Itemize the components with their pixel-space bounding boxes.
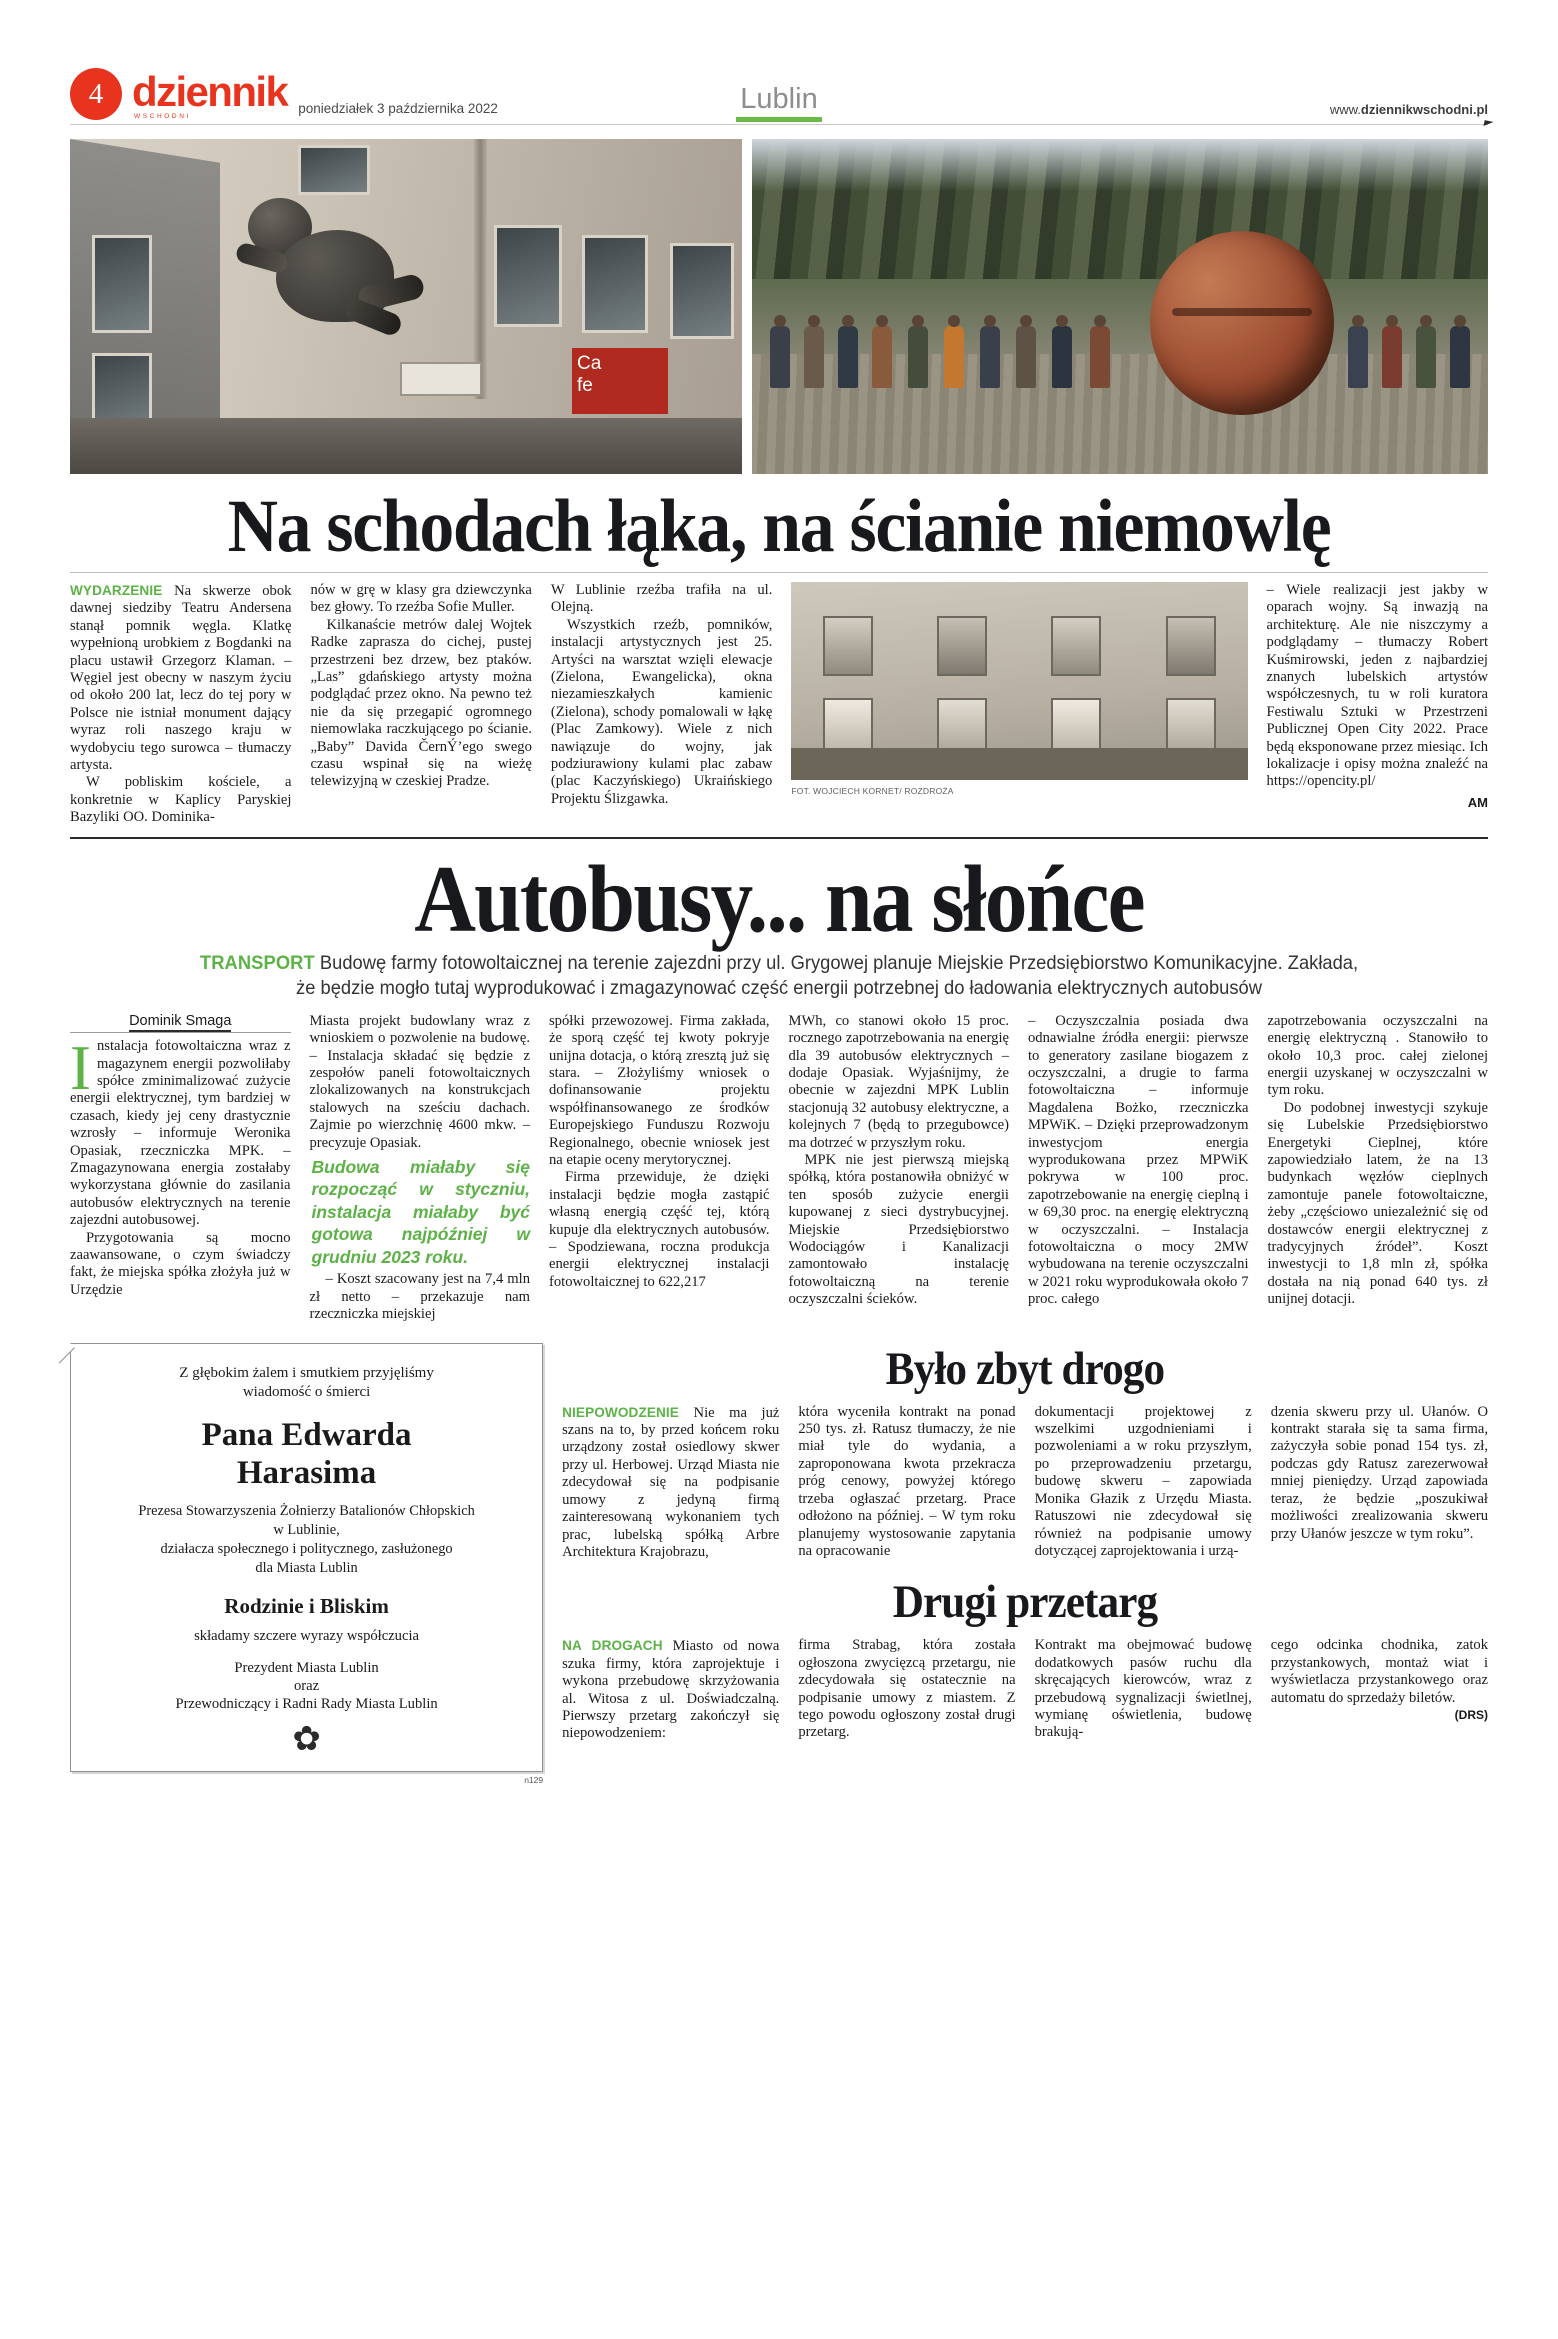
article2-author: Dominik Smaga [129,1013,231,1032]
quote-mark-icon: ” [307,1140,341,1215]
obituary-family: Rodzinie i Bliskim [224,1593,389,1618]
photo-sphere-crowd [752,139,1488,474]
baby-sculpture-figure [240,194,430,379]
logo-wordmark: dziennik [132,68,288,115]
mouse-cursor-icon [1483,120,1493,128]
photo-credit: FOT. WOJCIECH KORNET/ ROZDROŻA [791,786,954,796]
article1-col4-text: – Wiele realizacji jest jakby w oparach wojny. Są inwazją na architekturę. Ale nie niszczymy a podglądamy – tłumaczy Robert Kuśmirowski, jeden z najbardziej znanych lubelskich artystów współczesnych, tu w roli kuratora Festiwalu Sztuki w Przestrzeni Publicznej Open City 2022. Prace będą eksponowane przez miesiąc. Ich lokalizacje i opisy można znaleźć na https://opencity.pl/ [1266,582,1488,790]
article3-kicker: NIEPOWODZENIE [562,1404,679,1420]
article3-col-4 [1271,1404,1488,1562]
cafe-sign: Ca fe [572,348,668,414]
article1-col-1 [70,582,291,827]
obituary-wrapper [70,1333,543,1785]
page-number-badge [70,68,122,120]
newspaper-logo[interactable] [132,68,288,120]
newspaper-page [0,58,1558,2339]
article1-col3a-text: W Lublinie rzeźba trafiła na ul. Olejną. [550,582,773,616]
page-number-text: 4 [88,77,104,110]
article3-headline: Było zbyt drogo [885,1342,1165,1395]
article2-pullquote-text: Budowa miałaby się rozpocząć w styczniu, instalacja miałaby być gotowa najpóźniej w grudniu 2023 roku. [311,1156,530,1267]
article2-col6b-text: Do podobnej inwestycji szykuje się Lubelskie Przedsiębiorstwo Energetyki Cieplnej, które zapowiedziało latem, że na 13 budynkach węzłów cieplnych zamontuje panele fotowoltaiczne, żeby „częściowo uniezależnić się od dostawców energii elektrycznej z tradycyjnych źródeł”. Koszt inwestycji to 1,8 mln zł, spółka dostała na nią ponad 640 tys. zł unijnej dotacji. [1267,1099,1488,1308]
article2-col1b-text: Przygotowania są mocno zaawansowane, o czym świadczy fakt, że miejska spółka złożyła już w Urzędzie [70,1229,291,1298]
article2-col3b-text: Firma przewiduje, że dzięki instalacji będzie mogła zastąpić własną energią część tej, którą kupuje dla elektrycznych autobusów. – Spodziewana, roczna produkcja energii elektrycznej instalacji fotowoltaicznej to 622,217 [549,1169,770,1290]
article4-col-1 [562,1637,779,1742]
article1-headline: Na schodach łąka, na ścianie niemowlę [227,485,1331,568]
bottom-section [70,1333,1488,1785]
article2-kicker: TRANSPORT [199,951,315,974]
article1-col2a-text: nów w grę w klasy gra dziewczynka bez głowy. To rzeźba Sofie Muller. [310,582,532,616]
article2-lead-text: Budowę farmy fotowoltaicznej na terenie zajezdni przy ul. Grygowej planuje Miejskie Przedsiębiorstwo Komunikacyjne. Zakłada, że będzie mogło tutaj wyprodukować i zmagazynować część energii potrzebnej do ładowania elektrycznych autobusów [296,951,1359,999]
obituary-sign-1: Prezydent Miasta Lublin [234,1659,379,1676]
section-title-block [736,84,822,122]
article4-col3-text: Kontrakt ma obejmować budowę dodatkowych pasów ruchu dla skręcających kierowców, wraz z przebudową sygnalizacji świetlnej, wymianę oświetlenia, budowę brakują- [1034,1637,1252,1741]
logo-subtitle: WSCHODNI [134,113,191,120]
article1-col2b-text: Kilkanaście metrów dalej Wojtek Radke zaprasza do cichej, pustej przestrzeni bez drzew, bez ptaków. „Las” gdańskiego artysty można podglądać przez okno. Na pewno też nie da się przegapić ogromnego niemowlaka raczkującego po ścianie. „Baby” Davida ČernÝ’ego swego czasu wspinał się na wieżę telewizyjną w czeskiej Pradze. [310,616,532,790]
obituary-intro-2: wiadomość o śmierci [242,1383,371,1400]
article4-col1-text: Miasto od nowa szuka firmy, która zaprojektuje i wykona przebudowę skrzyżowania al. Witosa z ul. Doświadczalną. Pierwszy przetarg zakończył się niepowodzeniem: [562,1638,780,1742]
obituary-name-2: Harasima [236,1454,377,1491]
article2-col-2 [307,1012,531,1324]
obituary-role-4: dla Miasta Lublin [255,1559,358,1576]
article3-col1-text: Nie ma już szans na to, by przed końcem roku urządzony został osiedlowy skwer przy ul. Herbowej. Urząd Miasta nie zdecydował się na podpisanie umowy z jedyną firmą zainteresowaną wykonaniem tych prac, lubelską spółką Arbre Architektura Krajobrazu, [562,1404,780,1560]
article2-col-6 [1268,1013,1489,1324]
article1-col-2 [310,582,531,827]
article2-col2b-text: – Koszt szacowany jest na 7,4 mln zł netto – przekazuje nam rzeczniczka miejskiej [309,1271,530,1323]
article3-col2-text: która wyceniła kontrakt na ponad 250 tys. zł. Ratusz tłumaczy, że nie miał tyle do wydania, a zaproponowana kwota przekracza próg cenowy, powyżej którego trzeba ogłaszać przetarg. Prace odłożono na później. – W tym roku planujemy wystosowanie zapytania na opracowanie [798,1403,1016,1559]
obituary-role-2: w Lublinie, [273,1521,340,1538]
article3-columns [562,1404,1488,1562]
article2-col-4 [789,1013,1010,1324]
issue-date: poniedziałek 3 października 2022 [298,101,498,116]
article2-lead [193,951,1364,1001]
article4-columns [562,1637,1488,1742]
obituary-sign-2: oraz [294,1677,320,1694]
article4-kicker: NA DROGACH [562,1638,663,1654]
article1-rule [70,572,1488,573]
article2-col4b-text: MPK nie jest pierwszą miejską spółką, która postanowiła obniżyć w ten sposób zużycie energii kupowanej z sieci dystrybucyjnej. Miejskie Przedsiębiorstwo Wodociągów i Kanalizacji zamontowało instalację fotowoltaiczną na terenie oczyszczalni ścieków. [788,1151,1009,1308]
article2-col3a-text: spółki przewozowej. Firma zakłada, że sporą część tej kwoty pokryje unijna dotacja, o którą zresztą już się stara. – Złożyliśmy wniosek o dofinansowanie projektu współfinansowanego ze środków Europejskiego Funduszu Rozwoju Regionalnego, obecnie wniosek jest na etapie oceny merytorycznej. [549,1012,770,1168]
obituary-name [93,1416,520,1492]
website-domain: dziennikwschodni.pl [1360,102,1488,117]
website-url[interactable] [1330,102,1488,117]
section-underline [736,117,822,122]
article4-col2-text: firma Strabag, która została ogłoszona zwycięzcą przetargu, nie zdecydowała się ostatecznie na podpisanie umowy z miastem. Z tego powodu ogłoszony został drugi przetarg. [798,1637,1016,1741]
article3-col-1 [562,1404,779,1562]
article4-col4-text: cego odcinka chodnika, zatok przystankowych, montaż wiat i wyświetlacza przystankowego oraz automatu do sprzedaży biletów. [1270,1637,1488,1706]
bottom-right-stack [562,1333,1488,1743]
article4-col-4 [1271,1637,1488,1742]
obituary-signers [93,1659,520,1713]
article2-col-5 [1028,1013,1249,1324]
article2-col4a-text: MWh, co stanowi około 15 proc. rocznego zapotrzebowania na energię dla 39 autobusów elektrycznych – dodaje Opasiak. Wyjaśnijmy, że obecnie w zajezdni MPK Lublin stacjonują 32 autobusy elektryczne, a kolejnych 7 (będą to przegubowce) ma dotrzeć w przyszłym roku. [788,1012,1009,1151]
photo-window-portraits [791,582,1247,780]
obituary-sign-3: Przewodniczący i Radni Rady Miasta Lublin [175,1695,438,1712]
article2-col1a-text: nstalacja fotowoltaiczna wraz z magazynem energii pozwoliłaby spółce zminimalizować zużycie energii elektrycznej, tym bardziej w czasach, kiedy jej ceny drastycznie wzrosły – informuje Weronika Opasiak, rzeczniczka MPK. – Zmagazynowana energia zostałaby wykorzystana głównie do zasilania autobusów elektrycznych na terenie zajezdni autobusowej. [70,1038,291,1229]
article3-col-2 [798,1404,1015,1562]
obituary-code: n129 [524,1774,544,1785]
article2-col-1 [70,1013,291,1324]
top-photo-row [70,139,1488,474]
header-divider [70,124,1488,125]
article1-col3b-text: Wszystkich rzeźb, pomników, instalacji artystycznych jest 25. Artyści na warsztat wzięli elewacje (Zielona, Ewangelicka), okna niezamieszkałych kamienic (Zielona), schody pomalowali w łąkę (Plac Zamkowy). Wiele z nich nawiązuje do wojny, jak podziurawiony kulami plac zabaw (plac Kaczyńskiego) Ukraińskiego Projektu Ślizgawka. [550,616,773,807]
article2-headline: Autobusy... na słońce [414,845,1144,952]
obituary-name-1: Pana Edwarda [201,1416,412,1453]
article2-col2a-text: Miasta projekt budowlany wraz z wnioskiem o pozwolenie na budowę. – Instalacja składać się będzie z zespołów paneli fotowoltaicznych zlokalizowanych na konstrukcjach stalowych na sześciu dachach. Zajmie po wierzchnię 4600 mkw. – precyzuje Opasiak. [309,1012,530,1151]
article1-col-4 [1267,582,1488,827]
section-title: Lublin [740,83,818,115]
obituary-intro-1: Z głębokim żalem i smutkiem przyjęliśmy [179,1364,434,1381]
article3-col4-text: dzenia skweru przy ul. Ułanów. O kontrakt starała się ta sama firma, zażyczyła sobie ponad 154 tys. zł, podczas gdy Ratusz zarezerwował mniej pieniędzy. Urząd zapowiada teraz, że będzie „poszukiwał możliwości zrealizowania skweru przy Ułanów jeszcze w tym roku”. [1270,1403,1488,1542]
obituary-role-1: Prezesa Stowarzyszenia Żołnierzy Batalionów Chłopskich [138,1502,475,1519]
article4-headline: Drugi przetarg [892,1576,1158,1629]
article2-top-rule [70,837,1488,839]
article4-col-2 [798,1637,1015,1742]
obituary-condolences: składamy szczere wyrazy współczucia [194,1627,419,1644]
article1-col-3 [551,582,772,827]
article3-col3-text: dokumentacji projektowej z wszelkimi uzgodnieniami i pozwoleniami a w roku przyszłym, po przeprowadzeniu przetargu, budowę skweru – zapowiada Monika Głazik z Urzędu Miasta. Ratuszowi nie zdecydował się również na podpisanie umowy dotyczącej zaprojektowania i urzą- [1034,1403,1252,1559]
website-prefix: www. [1329,102,1361,117]
article1-kicker: WYDARZENIE [70,583,163,598]
article1-columns [70,582,1488,827]
article2-pullquote [307,1140,531,1269]
article2-dropcap: I [70,1033,91,1104]
article2-byline [70,1013,291,1033]
article2-col5a-text: – Oczyszczalnia posiada dwa odnawialne źródła energii: pierwsze to generatory zasilane biogazem z oczyszczalni, a drugie to farma fotowoltaiczna – informuje Magdalena Bożko, rzeczniczka MPWiK. – Dzięki przeprowadzonym inwestycjom energia wyprodukowana przez MPWiK pokrywa w 100 proc. zapotrzebowanie na energię cieplną i w 69,30 proc. na energię elektryczną w oczyszczalni. – Instalacja fotowoltaiczna o mocy 2MW wybudowana na terenie oczyszczalni w 2021 roku wyprodukowała około 7 proc. całego [1028,1012,1249,1308]
article4-col-3 [1035,1637,1252,1742]
article2-columns [70,1013,1488,1324]
obituary-role-3: działacza społecznego i politycznego, zasłużonego [160,1540,453,1557]
photo-baby-sculpture [70,139,742,474]
sphere-sculpture [1150,231,1334,415]
article4-signature: (DRS) [1454,1707,1488,1722]
article1-col-photo [791,582,1247,827]
article2-col-3 [549,1013,770,1324]
article3-col-3 [1035,1404,1252,1562]
article2-col6a-text: zapotrzebowania oczyszczalni na energię elektryczną . Stanowiło to około 10,3 proc. całej zielonej energii uzyskanej w oczyszczalni w tym roku. [1267,1012,1488,1099]
flower-ornament-icon: ✿ [292,1720,321,1758]
article1-col1-text: Na skwerze obok dawnej siedziby Teatru Andersena stanął pomnik węgla. Klatkę wypełnioną urobkiem z Bogdanki na placu ustawił Grzegorz Klaman. – Węgiel jest obecny w naszym życiu od około 200 lat, lecz do tej pory w Polsce nie istniał monument dający wyraz roli naszego kraju w wydobyciu tego surowca – tłumaczy artysta. [70,583,292,774]
masthead [70,58,1488,120]
obituary-notice [70,1343,543,1772]
article1-col1b-text: W pobliskim kościele, a konkretnie w Kaplicy Paryskiej Bazyliki OO. Dominika- [70,774,292,826]
article1-signature: AM [1467,794,1488,810]
